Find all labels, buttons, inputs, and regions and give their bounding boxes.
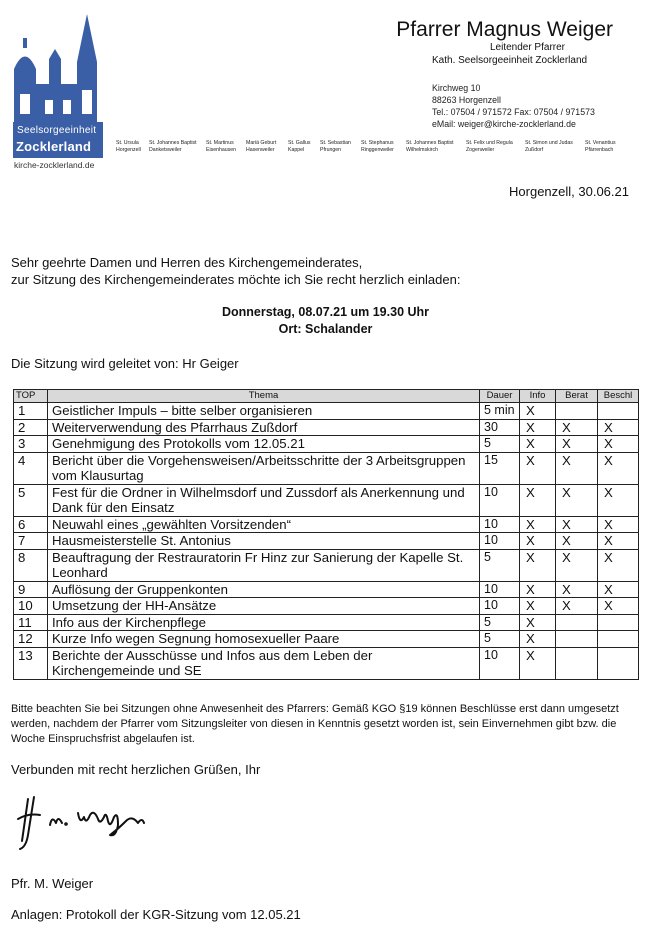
cell-dauer: 5 — [480, 549, 520, 581]
cell-dauer: 10 — [480, 598, 520, 615]
cell-topic: Bericht über die Vorgehensweisen/Arbeitsschritte der 3 Arbeitsgruppen vom Klausurtag — [48, 452, 480, 484]
parish-item: Mariä Geburt Hasenweiler — [246, 140, 277, 153]
cell-info: X — [520, 647, 556, 679]
date-line: Horgenzell, 30.06.21 — [509, 184, 629, 199]
cell-top: 8 — [14, 549, 48, 581]
address-line: 88263 Horgenzell — [432, 95, 501, 105]
cell-berat: X — [556, 484, 598, 516]
cell-top: 7 — [14, 533, 48, 550]
cell-info: X — [520, 484, 556, 516]
signature-image — [14, 795, 154, 853]
cell-berat — [556, 631, 598, 648]
agenda-header-row — [14, 390, 639, 403]
table-row — [14, 614, 639, 631]
cell-info: X — [520, 516, 556, 533]
cell-topic: Auflösung der Gruppenkonten — [48, 581, 480, 598]
cell-beschl — [598, 403, 639, 420]
cell-beschl: X — [598, 452, 639, 484]
cell-topic: Fest für die Ordner in Wilhelmsdorf und Zussdorf als Anerkennung und Dank für den Einsatz — [48, 484, 480, 516]
cell-dauer: 10 — [480, 581, 520, 598]
pastor-role: Leitender Pfarrer — [489, 42, 565, 53]
cell-topic: Kurze Info wegen Segnung homosexueller Paare — [48, 631, 480, 648]
cell-berat: X — [556, 533, 598, 550]
cell-topic: Neuwahl eines „gewählten Vorsitzenden“ — [48, 516, 480, 533]
cell-beschl: X — [598, 533, 639, 550]
led-by: Die Sitzung wird geleitet von: Hr Geiger — [11, 356, 239, 371]
cell-topic: Genehmigung des Protokolls vom 12.05.21 — [48, 436, 480, 453]
cell-top: 13 — [14, 647, 48, 679]
table-row — [14, 436, 639, 453]
cell-top: 4 — [14, 452, 48, 484]
cell-beschl: X — [598, 436, 639, 453]
email-line[interactable]: eMail: weiger@kirche-zocklerland.de — [432, 119, 576, 129]
parish-item: St. Martinus Eisenhausen — [206, 140, 236, 153]
cell-top: 5 — [14, 484, 48, 516]
cell-berat: X — [556, 581, 598, 598]
signer-name: Pfr. M. Weiger — [11, 876, 94, 891]
cell-beschl — [598, 614, 639, 631]
cell-beschl: X — [598, 484, 639, 516]
parish-item: St. Johannes Baptist Wilhelmskirch — [406, 140, 454, 153]
cell-info: X — [520, 533, 556, 550]
attachments-line: Anlagen: Protokoll der KGR-Sitzung vom 12.05.21 — [11, 907, 301, 922]
cell-dauer: 5 — [480, 631, 520, 648]
logo-url: kirche-zocklerland.de — [14, 160, 95, 170]
cell-top: 2 — [14, 419, 48, 436]
meeting-date: Donnerstag, 08.07.21 um 19.30 Uhr — [221, 305, 430, 319]
table-row — [14, 516, 639, 533]
logo-band — [13, 122, 103, 158]
cell-topic: Berichte der Ausschüsse und Infos aus dem Leben der Kirchengemeinde und SE — [48, 647, 480, 679]
cell-beschl: X — [598, 516, 639, 533]
cell-info: X — [520, 452, 556, 484]
parish-list — [116, 140, 636, 160]
cell-beschl: X — [598, 581, 639, 598]
cell-berat: X — [556, 549, 598, 581]
table-row — [14, 419, 639, 436]
cell-dauer: 10 — [480, 647, 520, 679]
cell-info: X — [520, 403, 556, 420]
table-row — [14, 403, 639, 420]
cell-beschl: X — [598, 549, 639, 581]
cell-info: X — [520, 436, 556, 453]
logo-line1: Seelsorgeeinheit — [17, 125, 97, 136]
cell-dauer: 10 — [480, 516, 520, 533]
cell-topic: Info aus der Kirchenpflege — [48, 614, 480, 631]
cell-info: X — [520, 598, 556, 615]
cell-top: 12 — [14, 631, 48, 648]
cell-topic: Hausmeisterstelle St. Antonius — [48, 533, 480, 550]
cell-beschl — [598, 647, 639, 679]
cell-top: 6 — [14, 516, 48, 533]
parish-item: St. Gallus Kappel — [288, 140, 311, 153]
col-berat: Berat — [556, 390, 598, 403]
cell-topic: Umsetzung der HH-Ansätze — [48, 598, 480, 615]
cell-berat: X — [556, 419, 598, 436]
logo-line2: Zocklerland — [16, 139, 92, 154]
cell-berat: X — [556, 598, 598, 615]
cell-dauer: 15 — [480, 452, 520, 484]
cell-beschl: X — [598, 598, 639, 615]
agenda-table — [13, 389, 639, 680]
cell-dauer: 10 — [480, 533, 520, 550]
col-dauer: Dauer — [480, 390, 520, 403]
table-row — [14, 647, 639, 679]
table-row — [14, 581, 639, 598]
col-info: Info — [520, 390, 556, 403]
cell-berat — [556, 614, 598, 631]
cell-topic: Geistlicher Impuls – bitte selber organisieren — [48, 403, 480, 420]
address-line: Kirchweg 10 — [432, 83, 481, 93]
cell-info: X — [520, 614, 556, 631]
cell-top: 1 — [14, 403, 48, 420]
table-row — [14, 484, 639, 516]
table-row — [14, 631, 639, 648]
cell-berat: X — [556, 452, 598, 484]
invitation-text: zur Sitzung des Kirchengemeinderates möchte ich Sie recht herzlich einladen: — [11, 272, 461, 287]
kgo-note: Bitte beachten Sie bei Sitzungen ohne Anwesenheit des Pfarrers: Gemäß KGO §19 können Beschlüsse erst dann umgesetzt werden, nachdem der Pfarrer vom Sitzungsleiter von diesen in Kenntnis gesetzt worden ist, sein Einvernehmen gibt bzw. die Woche Einspruchsfrist abgelaufen ist. — [11, 703, 619, 745]
cell-info: X — [520, 419, 556, 436]
pastor-name: Pfarrer Magnus Weiger — [396, 18, 613, 41]
meeting-place: Ort: Schalander — [278, 322, 373, 336]
cell-berat — [556, 403, 598, 420]
cell-berat: X — [556, 516, 598, 533]
cell-berat: X — [556, 436, 598, 453]
cell-info: X — [520, 631, 556, 648]
parish-item: St. Venantius Pfärrenbach — [585, 140, 616, 153]
cell-top: 11 — [14, 614, 48, 631]
cell-dauer: 30 — [480, 419, 520, 436]
parish-item: St. Felix und Regula Zogenweiler — [466, 140, 513, 153]
parish-item: St. Stephanus Ringgenweiler — [361, 140, 394, 153]
pastor-unit: Kath. Seelsorgeeinheit Zocklerland — [432, 55, 588, 66]
col-beschl: Beschl — [598, 390, 639, 403]
cell-info: X — [520, 549, 556, 581]
cell-beschl: X — [598, 419, 639, 436]
address-block — [432, 82, 595, 130]
parish-item: St. Johannes Baptist Danketsweiler — [149, 140, 197, 153]
parish-item: St. Sebastian Pfrungen — [320, 140, 351, 153]
cell-berat — [556, 647, 598, 679]
salutation: Sehr geehrte Damen und Herren des Kirchengemeinderates, — [11, 255, 363, 270]
cell-info: X — [520, 581, 556, 598]
cell-top: 9 — [14, 581, 48, 598]
table-row — [14, 452, 639, 484]
parish-item: St. Simon und Judas Zußdorf — [525, 140, 573, 153]
cell-topic: Beauftragung der Restrauratorin Fr Hinz zur Sanierung der Kapelle St. Leonhard — [48, 549, 480, 581]
col-thema: Thema — [48, 390, 480, 403]
col-top: TOP — [14, 390, 48, 403]
cell-top: 3 — [14, 436, 48, 453]
table-row — [14, 549, 639, 581]
cell-dauer: 5 — [480, 614, 520, 631]
parish-item: St. Ursula Horgenzell — [116, 140, 141, 153]
cell-beschl — [598, 631, 639, 648]
table-row — [14, 598, 639, 615]
cell-topic: Weiterverwendung des Pfarrhaus Zußdorf — [48, 419, 480, 436]
cell-dauer: 10 — [480, 484, 520, 516]
cell-dauer: 5 min — [480, 403, 520, 420]
phone-line: Tel.: 07504 / 971572 Fax: 07504 / 971573 — [432, 107, 595, 117]
table-row — [14, 533, 639, 550]
cell-top: 10 — [14, 598, 48, 615]
closing-line: Verbunden mit recht herzlichen Grüßen, Ihr — [11, 762, 261, 777]
cell-dauer: 5 — [480, 436, 520, 453]
